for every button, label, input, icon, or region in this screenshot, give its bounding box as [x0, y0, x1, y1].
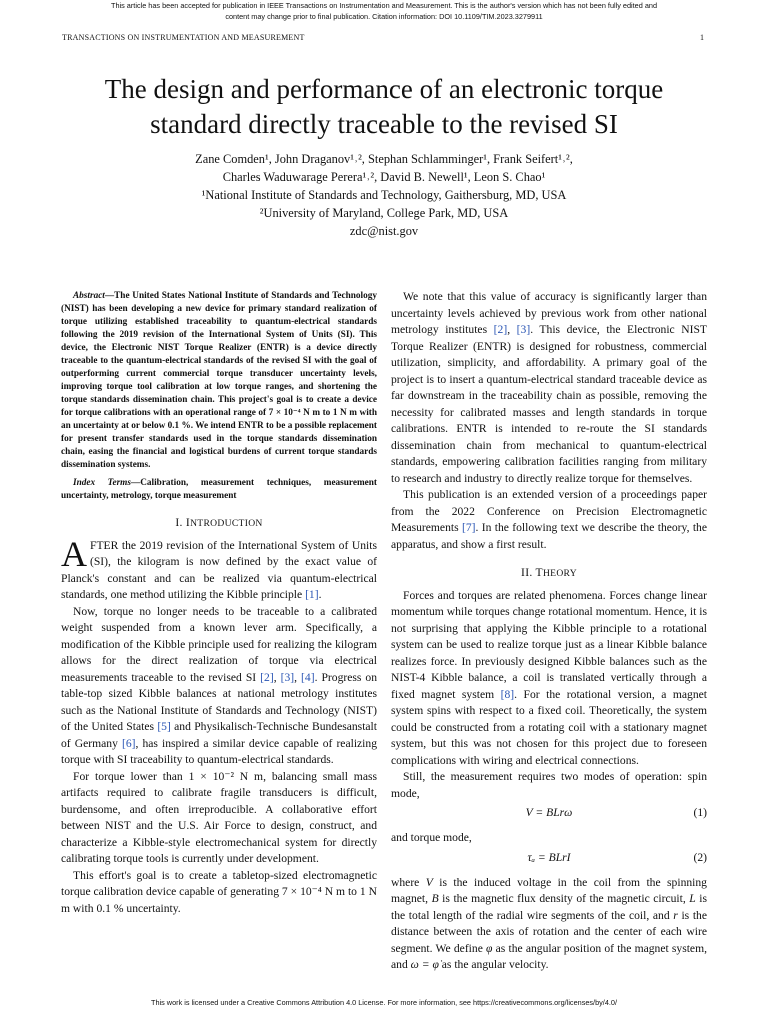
authors-line-2: Charles Waduwarage Perera¹˒², David B. Newell¹, Leon S. Chao¹ [222, 170, 546, 184]
intro-paragraph-2: Now, torque no longer needs to be traceable to a calibrated weight suspended from a known lever arm. Specifically, a modification of the Kibble principle used for realizing the kilogram allows for the direct realization of torque via electrical measurements traceable to the revised SI [2], [3], [4]. Progress on table-top sized Kibble balances at national metrology institutes such as the National Institute of Standards and Technology (NIST) of the United States [5] and Physikalisch-Technische Bundesanstalt of Germany [6], has inspired a similar device capable of realizing torque with SI traceability to quantum-electrical standards. [61, 604, 378, 766]
theory-paragraph-1: Forces and torques are related phenomena. Forces change linear momentum while torques change rotational momentum. Hence, it is not surprising that applying the Kibble principle to a rotational system can be used to realize torque just as a linear Kibble balance realizes force. In previously designed Kibble balances such as the NIST-4 Kibble balance, a coil is translated vertically through a fixed magnet system [8]. For the rotational version, a magnet system spins with respect to a fixed coil. Theoretically, the system could be constructed from a rotating coil with a stationary magnet system, but this was not chosen for this project due to foreseen complications with wiring and electrical connections. [391, 588, 707, 767]
publication-notice-line1: This article has been accepted for publication in IEEE Transactions on Instrumentation and Measurement. This is the author's version which has not been fully edited and [111, 1, 657, 10]
affiliation-2: ²University of Maryland, College Park, MD, USA [259, 206, 509, 220]
section-heading-introduction: I. INTRODUCTION [175, 516, 263, 529]
citation-link[interactable]: [1] [305, 588, 319, 601]
equation-1 [391, 805, 707, 827]
publication-notice-line2: content may change prior to final publication. Citation information: DOI 10.1109/TIM.2023.3279911 [225, 12, 543, 21]
authors-line-1: Zane Comden¹, John Draganov¹˒², Stephan Schlamminger¹, Frank Seifert¹˒², [195, 152, 573, 166]
equation-2-expression: τₐ = BLrI [527, 850, 571, 864]
author-block [60, 150, 708, 240]
theory-paragraph-4: where V is the induced voltage in the coil from the spinning magnet, B is the magnetic flux density of the magnetic circuit, L is the total length of the radial wire segments of the coil, and r is the distance between the axis of rotation and the center of each wire segment. We define φ as the angular position of the magnet system, and ω = φ̇ as the angular velocity. [391, 875, 708, 971]
citation-link[interactable]: [2] [260, 670, 274, 684]
equation-1-expression: V = BLrω [525, 806, 573, 819]
citation-link[interactable]: [2] [493, 323, 508, 336]
citation-link[interactable]: [3] [516, 323, 531, 336]
theory-paragraph-3: and torque mode, [391, 831, 472, 844]
section-heading-theory: II. THEORY [521, 566, 577, 579]
intro-paragraph-3: For torque lower than 1 × 10⁻² N m, balancing small mass artifacts required to calibrate fragile transducers is difficult, burdensome, and often irreproducible. A collaborative effort between NIST and the U.S. Air Force to design, construct, and characterize a Kibble-style electromechanical system for directly calibrating torque tools is currently under development. [61, 769, 377, 865]
paper-title [40, 72, 728, 142]
intro-paragraph-4: This effort's goal is to create a tabletop-sized electromagnetic torque calibration device capable of generating 7 × 10⁻⁴ N m to 1 N m with 0.1 % uncertainty. [61, 868, 377, 915]
title-line-2: standard directly traceable to the revised SI [150, 109, 618, 139]
right-column [391, 289, 707, 974]
torque-threshold: 1 × 10⁻² N m [188, 769, 264, 783]
abstract: Abstract—The United States National Institute of Standards and Technology (NIST) has been developing a new device for primary standard realization of torque utilizing established traceability to quantum-electrical standards following the 2019 revision of the International System of Units (SI). This device, the Electronic NIST Torque Realizer (ENTR) is a device directly traceable to the quantum-electrical standards of the revised SI with the goal of outperforming current commercial torque transducer uncertainty levels, improving torque tool calibration at low torque ranges, and shortening the torque standards dissemination chain. This project's goal is to create a device for torque calibrations with an operational range of 7 × 10⁻⁴ N m to 1 N m with an uncertainty at or below 0.1 %. We intend ENTR to be a possible replacement for present transfer standards used in the torque standards dissemination chain, easing the financial and logistical burdens of current torque standards dissemination systems. [61, 291, 377, 470]
affiliation-1: ¹National Institute of Standards and Technology, Gaithersburg, MD, USA [201, 188, 567, 202]
citation-link[interactable]: [4] [301, 670, 315, 684]
equation-2-number: (2) [693, 850, 707, 864]
license-footer: This work is licensed under a Creative Commons Attribution 4.0 License. For more information, see https://creativecommons.org/licenses/by/4.0/ [151, 998, 617, 1007]
running-header: TRANSACTIONS ON INSTRUMENTATION AND MEASUREMENT [62, 33, 305, 42]
title-line-1: The design and performance of an electronic torque [104, 74, 664, 104]
range-high: 1 N m [332, 408, 357, 418]
citation-link[interactable]: [5] [157, 720, 171, 733]
intro-paragraph-1: AFTER the 2019 revision of the International System of Units (SI), the kilogram is now defined by the exact value of Planck's constant and can be realized via quantum-electrical standards, one method utilizing the Kibble principle [1]. [61, 533, 377, 601]
index-terms: Index Terms—Calibration, measurement techniques, measurement uncertainty, metrology, torque measurement [61, 478, 377, 501]
citation-link[interactable]: [7] [461, 521, 476, 534]
contact-email: zdc@nist.gov [349, 224, 419, 238]
theory-paragraph-2: Still, the measurement requires two modes of operation: spin mode, [391, 770, 707, 800]
citation-link[interactable]: [8] [500, 687, 515, 701]
equation-1-number: (1) [693, 806, 707, 819]
equation-2 [391, 850, 707, 872]
citation-link[interactable]: [6] [121, 736, 136, 750]
left-column [61, 290, 377, 917]
citation-link[interactable]: [3] [280, 670, 295, 684]
right-paragraph-1: We note that this value of accuracy is significantly larger than uncertainty levels achieved by previous work from other national metrology institutes [2], [3]. This device, the Electronic NIST Torque Realizer (ENTR) is designed for robustness, commercial utilization, simplicity, and affordability. A primary goal of the project is to insert a quantum-electrical standard traceable device as far downstream in the traceability chain as possible, removing the necessity for calibrated masses and length standards in torque calibrations. ENTR is intended to re-route the SI standards dissemination chain from mechanical to quantum-electrical standards, empowering calibration facilities ranging from military to research and industry to directly realize torque for themselves. [391, 290, 708, 485]
page-number: 1 [700, 33, 704, 42]
right-paragraph-2: This publication is an extended version of a proceedings paper from the 2022 Conference on Precision Electromagnetic Measurements [7]. In the following text we describe the theory, the apparatus, and show a first result. [391, 488, 707, 551]
range-low: 7 × 10⁻⁴ N m [268, 408, 321, 418]
